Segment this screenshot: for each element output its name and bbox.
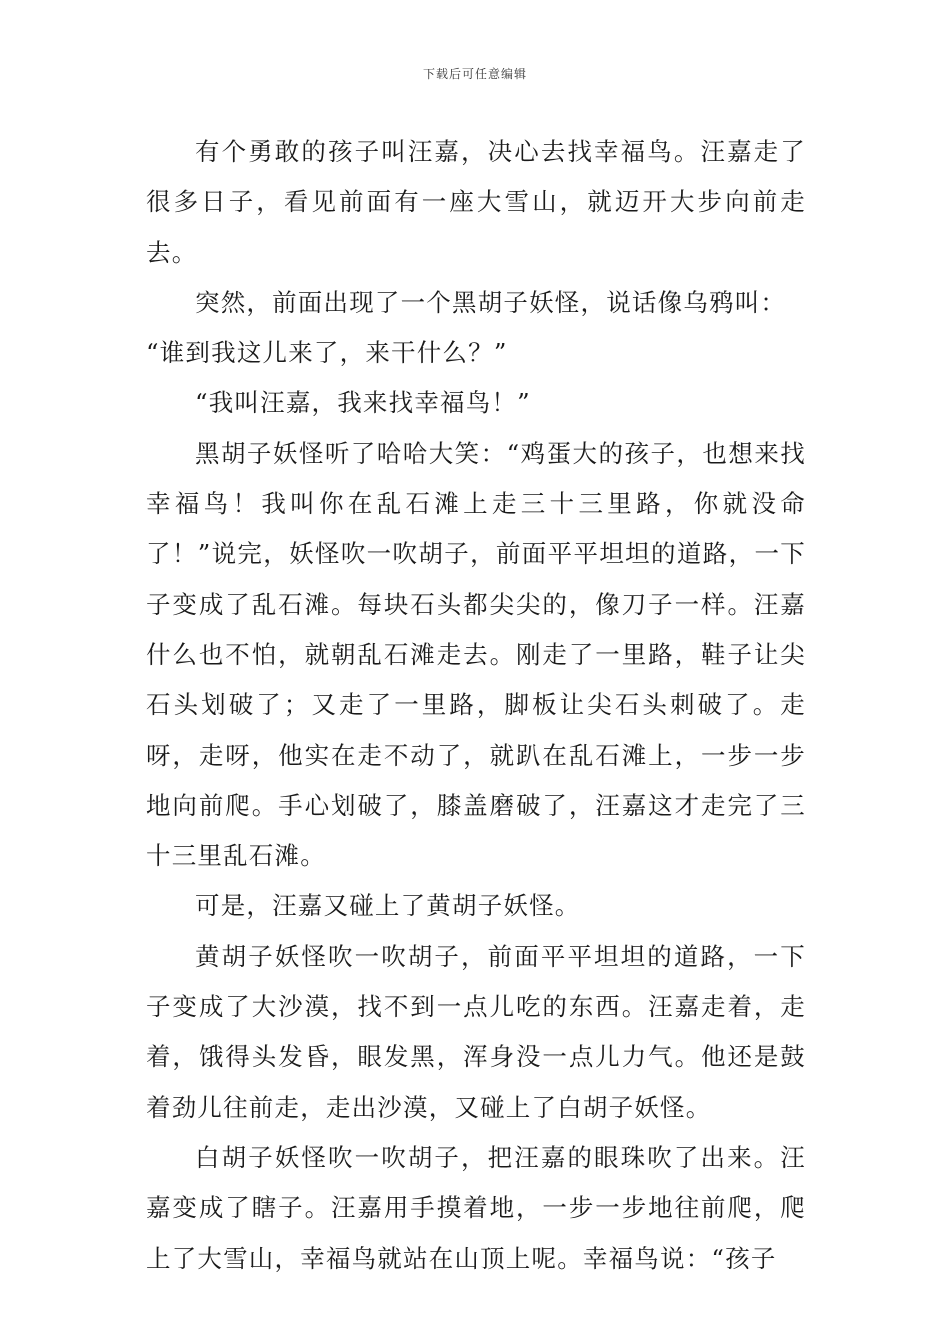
paragraph: “我叫汪嘉，我来找幸福鸟！”	[195, 388, 531, 418]
story-body	[146, 127, 806, 1284]
paragraph: 可是，汪嘉又碰上了黄胡子妖怪。	[195, 891, 581, 921]
paragraph: “谁到我这儿来了，来干什么？”	[146, 338, 508, 368]
paragraph: 白胡子妖怪吹一吹胡子，把汪嘉的眼珠吹了出来。汪嘉变成了瞎子。汪嘉用手摸着地，一步一步地往前爬，爬上了大雪山，幸福鸟就站在山顶上呢。幸福鸟说：“孩子	[146, 1142, 806, 1273]
paragraph: 有个勇敢的孩子叫汪嘉，决心去找幸福鸟。汪嘉走了很多日子，看见前面有一座大雪山，就迈开大步向前走去。	[146, 137, 806, 267]
paragraph: 黄胡子妖怪吹一吹胡子，前面平平坦坦的道路，一下子变成了大沙漠，找不到一点儿吃的东西。汪嘉走着，走着，饿得头发昏，眼发黑，浑身没一点儿力气。他还是鼓着劲儿往前走，走出沙漠，又碰上了白胡子妖怪。	[146, 941, 806, 1122]
paragraph: 突然，前面出现了一个黑胡子妖怪，说话像乌鸦叫：	[195, 287, 787, 317]
header-note: 下载后可任意编辑	[422, 67, 527, 81]
paragraph: 黑胡子妖怪听了哈哈大笑：“鸡蛋大的孩子，也想来找幸福鸟！我叫你在乱石滩上走三十三里路，你就没命了！”说完，妖怪吹一吹胡子，前面平平坦坦的道路，一下子变成了乱石滩。每块石头都尖尖的，像刀子一样。汪嘉什么也不怕，就朝乱石滩走去。刚走了一里路，鞋子让尖石头划破了；又走了一里路，脚板让尖石头刺破了。走呀，走呀，他实在走不动了，就趴在乱石滩上，一步一步地向前爬。手心划破了，膝盖磨破了，汪嘉这才走完了三十三里乱石滩。	[146, 438, 806, 871]
